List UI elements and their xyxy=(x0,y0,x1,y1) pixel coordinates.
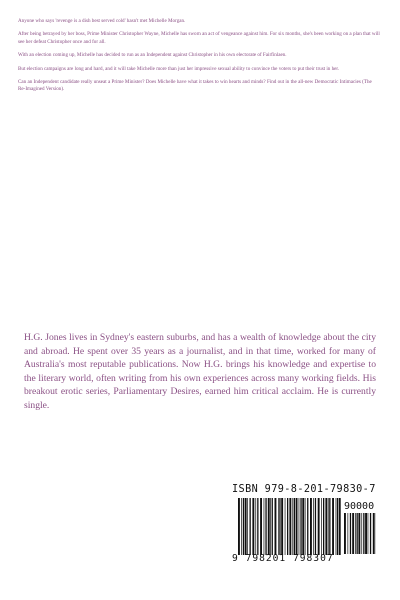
blurb-paragraph-1: Anyone who says 'revenge is a dish best served cold' hasn't met Michelle Morgan. xyxy=(18,18,186,24)
blurb-paragraph-5: Can an Independent candidate really unseat a Prime Minister? Does Michelle have what it takes to win hearts and minds? Find out in the all-new Democratic Intimacies (The Re-Imagined Version). xyxy=(18,78,372,93)
blurb-paragraph-4: But election campaigns are long and hard, and it will take Michelle more than just her impressive sexual ability to convince the voters to put their trust in her. xyxy=(18,65,340,72)
barcode-bar xyxy=(328,498,329,555)
barcode-bar xyxy=(245,498,247,555)
barcode-bar xyxy=(279,498,280,555)
barcode-bar xyxy=(250,498,251,555)
barcode-bars xyxy=(238,498,342,555)
barcode-bar xyxy=(336,498,337,555)
barcode-bar xyxy=(325,498,327,555)
barcode-bar xyxy=(265,498,266,555)
barcode-bar xyxy=(275,498,277,555)
price-code: 90000 xyxy=(344,501,375,512)
barcode-bar xyxy=(292,498,293,555)
barcode-bar xyxy=(358,513,360,554)
barcode-bar xyxy=(238,498,240,555)
barcode-bar xyxy=(357,513,358,554)
barcode-bar xyxy=(257,498,258,555)
blurb-paragraph-3: With an election coming up, Michelle has decided to run as an Independent against Christopher in his own electorate of Fairfinlaen. xyxy=(18,52,287,59)
barcode-bar xyxy=(318,498,320,555)
isbn-barcode xyxy=(232,484,377,566)
barcode-bar xyxy=(299,498,300,555)
barcode-bar xyxy=(270,498,271,555)
barcode-bar xyxy=(243,498,244,555)
barcode-bar xyxy=(241,498,242,555)
barcode-bar xyxy=(321,498,322,555)
barcode-bar xyxy=(313,498,314,555)
barcode-bar xyxy=(247,498,248,555)
barcode-bar xyxy=(315,498,316,555)
barcode-bar xyxy=(307,498,308,555)
barcode-bar xyxy=(252,498,254,555)
barcode-bar xyxy=(365,513,367,554)
barcode-bar xyxy=(361,513,362,554)
barcode-bar xyxy=(352,513,354,554)
barcode-bar xyxy=(370,513,371,554)
blurb-paragraph-2: After being betrayed by her boss, Prime Minister Christopher Wayne, Michelle has sworn an act of vengeance against him. For six months, she's been working on a plan that will see her defeat Christopher once and for all. xyxy=(18,31,380,45)
barcode-bar xyxy=(355,513,356,554)
barcode-bar xyxy=(302,498,304,555)
barcode-bar xyxy=(350,513,351,554)
barcode-bar xyxy=(285,498,286,555)
author-bio: H.G. Jones lives in Sydney's eastern suburbs, and has a wealth of knowledge about the city and abroad. He spent over 35 years as a journalist, and in that time, worked for many of Australia's most reputable publications. Now H.G. brings his knowledge and expertise to the literary world, often writing from his own experiences across many working fields. His breakout erotic series, Parliamentary Desires, earned him critical acclaim. He is currently single. xyxy=(24,332,376,411)
barcode-bar xyxy=(337,498,338,555)
barcode-bar xyxy=(329,498,330,555)
barcode-bar xyxy=(310,498,312,555)
isbn-label: ISBN 979-8-201-79830-7 xyxy=(232,484,376,495)
barcode-bar xyxy=(278,498,279,555)
barcode-bar xyxy=(300,498,301,555)
isbn-digits: 9 798201 798307 xyxy=(232,553,334,564)
barcode-bar xyxy=(264,498,265,555)
barcode-bar xyxy=(368,513,369,554)
barcode-bar xyxy=(332,498,334,555)
barcode-bar xyxy=(323,498,324,555)
barcode-bar xyxy=(363,513,364,554)
barcode-bar xyxy=(348,513,349,554)
barcode-bar xyxy=(268,498,270,555)
barcode-bar xyxy=(281,498,283,555)
barcode-bar xyxy=(272,498,273,555)
barcode-bar xyxy=(260,498,262,555)
price-addon-bars xyxy=(344,513,376,554)
barcode-bar xyxy=(287,498,288,555)
barcode-bar xyxy=(255,498,256,555)
barcode-bar xyxy=(289,498,291,555)
barcode-bar xyxy=(373,513,375,554)
barcode-bar xyxy=(296,498,298,555)
barcode-bar xyxy=(344,513,346,554)
barcode-bar xyxy=(294,498,295,555)
barcode-bar xyxy=(305,498,306,555)
barcode-bar xyxy=(339,498,341,555)
blurb-section xyxy=(18,18,380,100)
